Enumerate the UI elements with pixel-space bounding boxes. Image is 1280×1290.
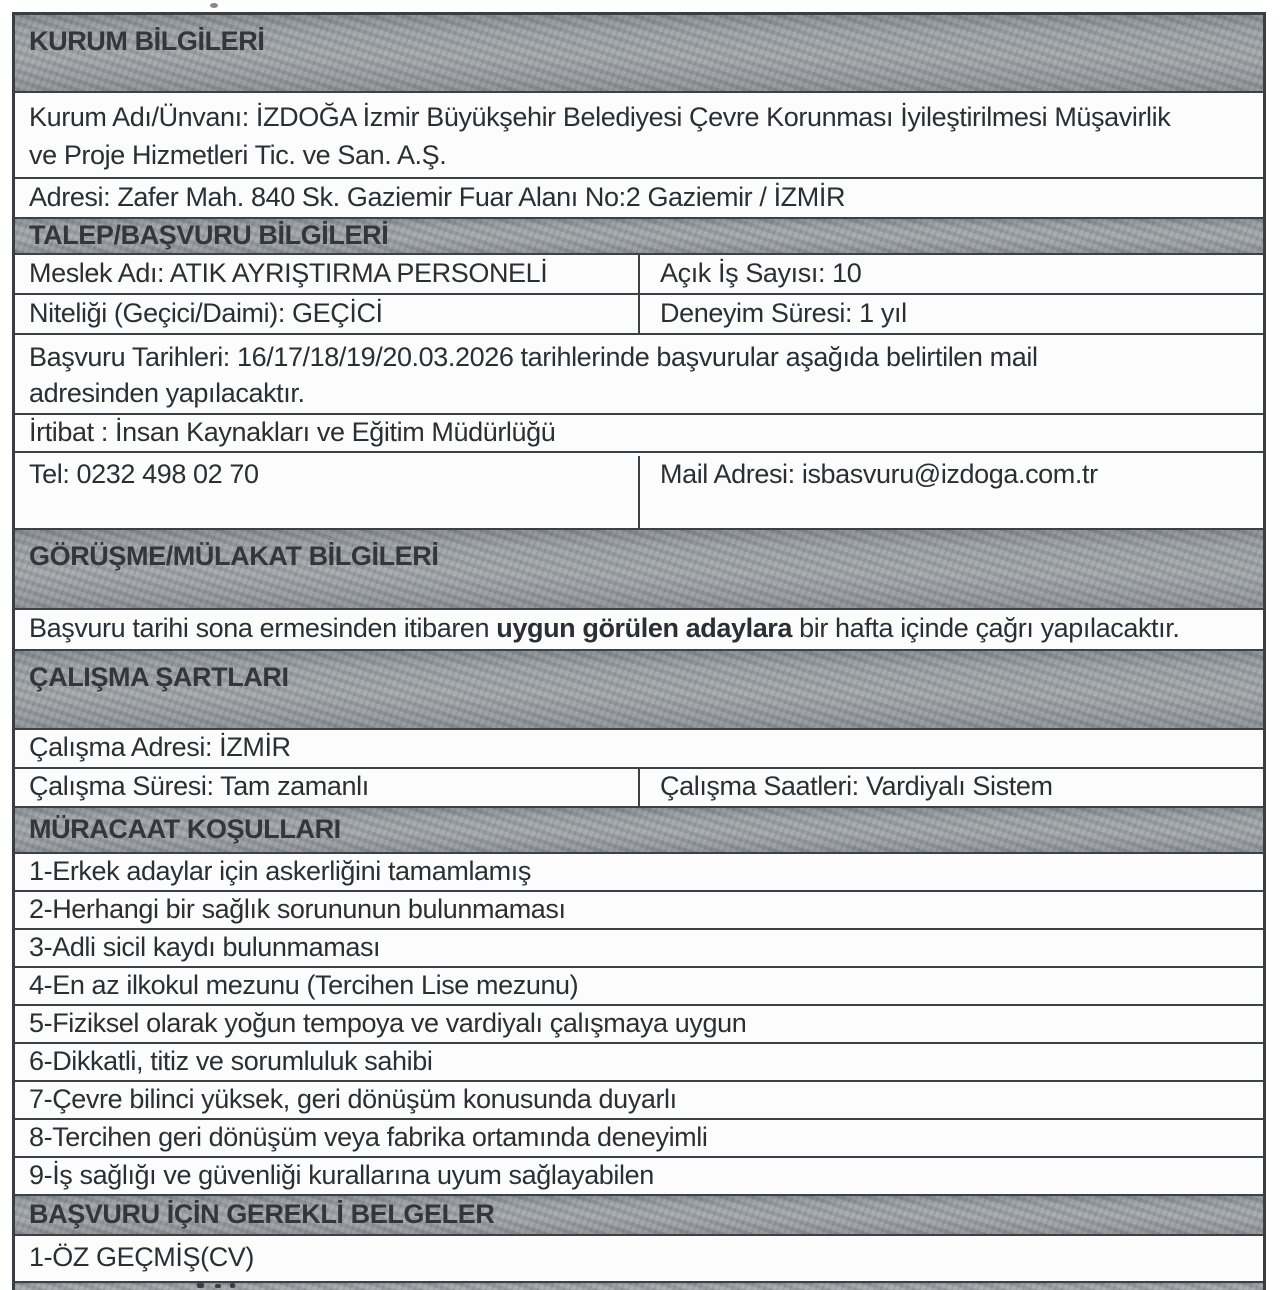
basvuru-tarihleri-line1: Başvuru Tarihleri: 16/17/18/19/20.03.2026 tarihlerinde başvurular aşağıda belirtilen mail <box>29 342 1038 372</box>
scan-mark <box>215 1284 221 1288</box>
condition-row-8 <box>15 1120 1263 1158</box>
condition-row-6 <box>15 1044 1263 1082</box>
basvuru-tarihleri-line2: adresinden yapılacaktır. <box>29 378 305 408</box>
section-header-gorusme-mulakat <box>15 530 1263 610</box>
gorusme-note-row <box>15 610 1263 651</box>
belge-row-1 <box>15 1236 1263 1283</box>
condition-text: 9-İş sağlığı ve güvenliği kurallarına uyum sağlayabilen <box>29 1160 654 1190</box>
section-header-gerekli-belgeler <box>15 1196 1263 1236</box>
condition-text: 6-Dikkatli, titiz ve sorumluluk sahibi <box>29 1046 433 1076</box>
calisma-suresi-cell: Çalışma Süresi: Tam zamanlı <box>15 769 640 806</box>
section-title: ÇALIŞMA ŞARTLARI <box>29 662 289 692</box>
condition-row-3 <box>15 930 1263 968</box>
calisma-suresi-saatleri-row <box>15 769 1263 808</box>
meslek-acikis-row <box>15 255 1263 295</box>
adres-row <box>15 179 1263 219</box>
condition-text: 7-Çevre bilinci yüksek, geri dönüşüm konusunda duyarlı <box>29 1084 677 1114</box>
nitelik-deneyim-row <box>15 295 1263 335</box>
irtibat-text: İrtibat : İnsan Kaynakları ve Eğitim Müdürlüğü <box>29 417 556 447</box>
basvuru-tarihleri-row <box>15 335 1263 415</box>
gorusme-note-prefix: Başvuru tarihi sona ermesinden itibaren <box>29 613 497 643</box>
adres-text: Adresi: Zafer Mah. 840 Sk. Gaziemir Fuar Alanı No:2 Gaziemir / İZMİR <box>29 182 846 212</box>
scan-mark <box>197 1283 204 1288</box>
kurum-adi-row <box>15 93 1263 179</box>
calisma-adresi-row <box>15 730 1263 769</box>
deneyim-suresi-cell: Deneyim Süresi: 1 yıl <box>660 298 907 328</box>
condition-row-5 <box>15 1006 1263 1044</box>
tel-mail-row <box>15 453 1263 530</box>
condition-row-1 <box>15 854 1263 892</box>
section-header-kurum-bilgileri <box>15 15 1263 93</box>
section-title: TALEP/BAŞVURU BİLGİLERİ <box>29 220 389 250</box>
gorusme-note-suffix: bir hafta içinde çağrı yapılacaktır. <box>792 613 1180 643</box>
section-title: KURUM BİLGİLERİ <box>29 26 265 56</box>
kurum-adi-text-line1: Kurum Adı/Ünvanı: İZDOĞA İzmir Büyükşehir Belediyesi Çevre Korunması İyileştirilmesi Müşavirlik <box>29 102 1171 132</box>
section-header-muracaat-kosullari <box>15 808 1263 854</box>
condition-row-7 <box>15 1082 1263 1120</box>
meslek-adi-cell: Meslek Adı: ATIK AYRIŞTIRMA PERSONELİ <box>15 255 640 293</box>
gorusme-note-bold: uygun görülen adaylara <box>496 613 793 643</box>
condition-row-9 <box>15 1158 1263 1196</box>
condition-text: 8-Tercihen geri dönüşüm veya fabrika ortamında deneyimli <box>29 1122 708 1152</box>
acik-is-sayisi-cell: Açık İş Sayısı: 10 <box>660 258 862 288</box>
calisma-adresi-text: Çalışma Adresi: İZMİR <box>29 732 291 762</box>
condition-text: 2-Herhangi bir sağlık sorununun bulunmaması <box>29 894 566 924</box>
section-header-calisma-sartlari <box>15 651 1263 730</box>
tel-cell: Tel: 0232 498 02 70 <box>15 456 640 528</box>
job-posting-table <box>12 12 1266 1290</box>
condition-row-2 <box>15 892 1263 930</box>
condition-text: 3-Adli sicil kaydı bulunmaması <box>29 932 381 962</box>
section-title: GÖRÜŞME/MÜLAKAT BİLGİLERİ <box>29 541 439 571</box>
condition-row-4 <box>15 968 1263 1006</box>
section-header-talep-basvuru <box>15 219 1263 255</box>
niteligi-cell: Niteliği (Geçici/Daimi): GEÇİCİ <box>15 295 640 333</box>
scan-speck <box>210 3 218 8</box>
irtibat-row <box>15 415 1263 453</box>
condition-text: 4-En az ilkokul mezunu (Tercihen Lise mezunu) <box>29 970 579 1000</box>
mail-adresi-cell: Mail Adresi: isbasvuru@izdoga.com.tr <box>660 459 1098 489</box>
calisma-saatleri-cell: Çalışma Saatleri: Vardiyalı Sistem <box>660 771 1053 801</box>
condition-text: 1-Erkek adaylar için askerliğini tamamlamış <box>29 856 531 886</box>
kurum-adi-text-line2: ve Proje Hizmetleri Tic. ve San. A.Ş. <box>29 140 447 170</box>
condition-text: 5-Fiziksel olarak yoğun tempoya ve vardiyalı çalışmaya uygun <box>29 1008 747 1038</box>
section-title: BAŞVURU İÇİN GEREKLİ BELGELER <box>29 1199 495 1229</box>
scan-mark <box>230 1283 235 1288</box>
belge-text: 1-ÖZ GEÇMİŞ(CV) <box>29 1242 255 1272</box>
section-title: MÜRACAAT KOŞULLARI <box>29 814 341 844</box>
